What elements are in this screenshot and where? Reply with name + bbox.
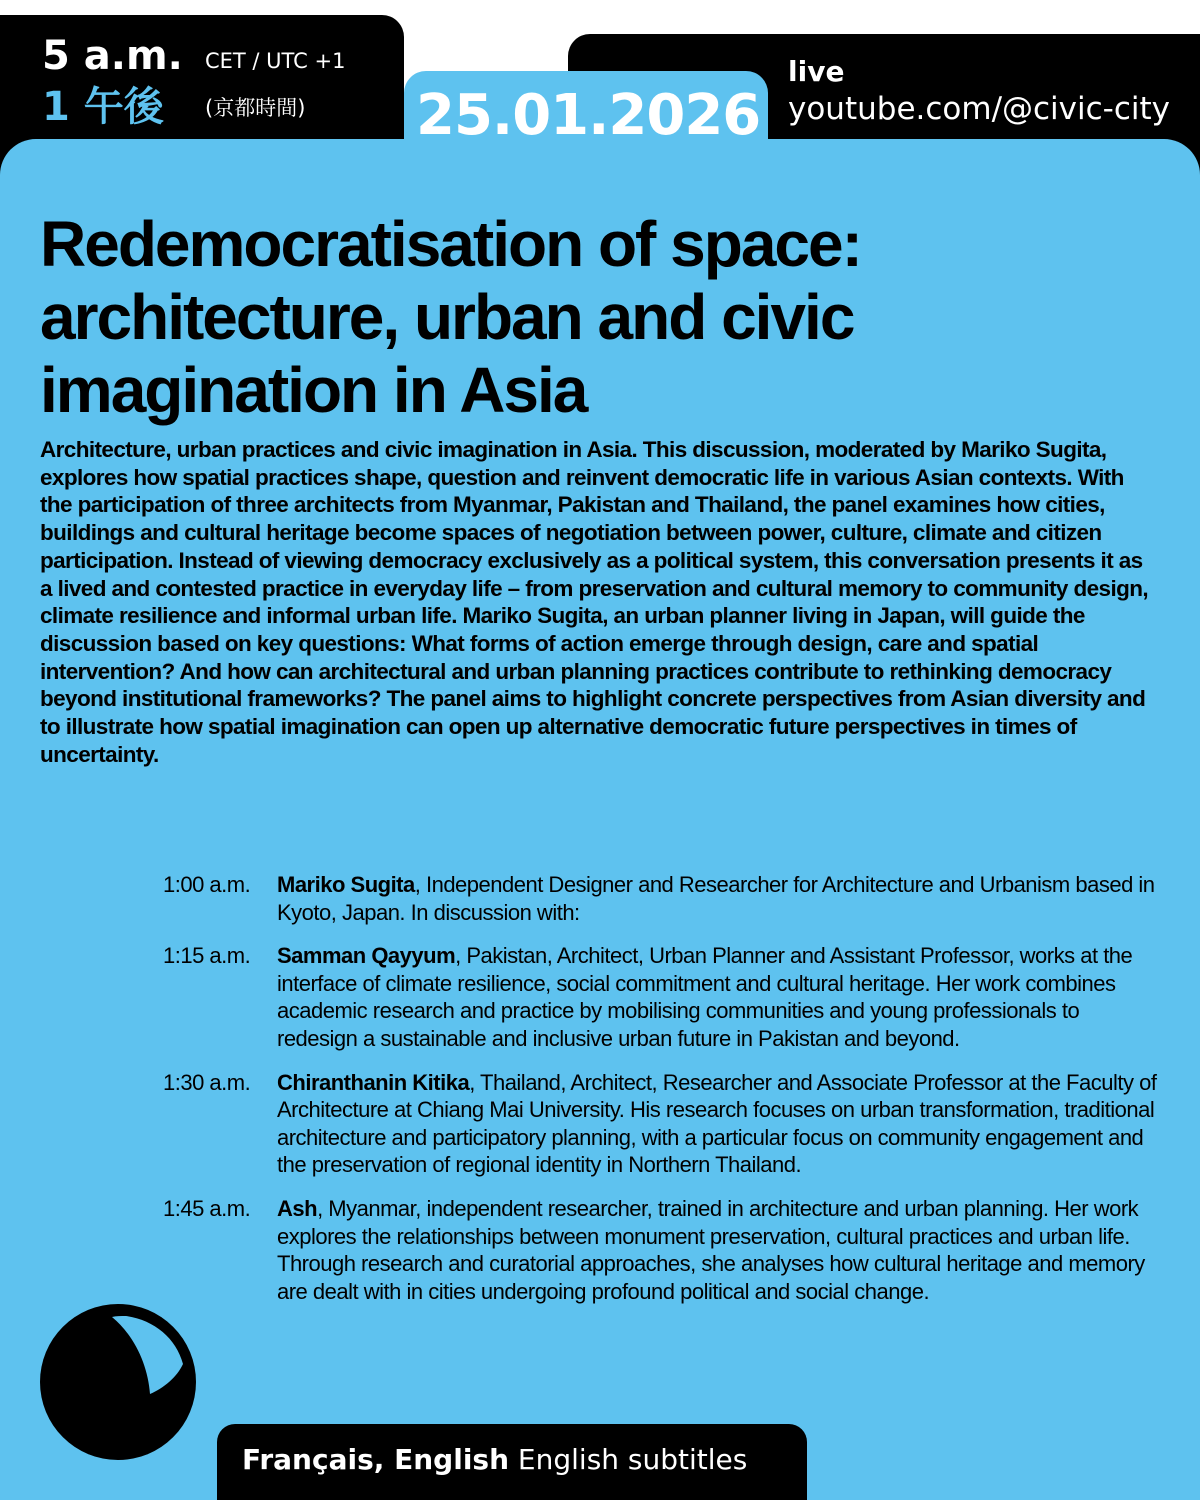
schedule-list [163,871,1163,1321]
event-timezone-cet: CET / UTC +1 [205,49,346,73]
event-time-cet: 5 a.m. [42,33,183,79]
schedule-item [163,942,1163,1052]
subtitle-languages: English subtitles [517,1443,748,1476]
event-timezone-kyoto: (京都時間) [205,96,306,120]
speaker-name: Chiranthanin Kitika [277,1069,470,1095]
schedule-time: 1:00 a.m. [163,872,251,897]
schedule-time: 1:45 a.m. [163,1195,251,1221]
speaker-name: Mariko Sugita [277,872,415,897]
event-abstract: Architecture, urban practices and civic imagination in Asia. This discussion, moderated by Mariko Sugita, explores how spatial practices shape, question and reinvent democratic life in various Asian contexts. With the participation of three architects from Myanmar, Pakistan and Thailand, the panel examines how cities, buildings and cultural heritage become spaces of negotiation between power, culture, climate and citizen participation. Instead of viewing democracy exclusively as a political system, this conversation presents it as a lived and contested practice in everyday life – from preservation and cultural memory to community design, climate resilience and informal urban life. Mariko Sugita, an urban planner living in Japan, will guide the discussion based on key questions: What forms of action emerge through design, care and spatial intervention? And how can architectural and urban planning practices contribute to rethinking democracy beyond institutional frameworks? The panel aims to highlight concrete perspectives from Asian diversity and to illustrate how spatial imagination can open up alternative democratic future perspectives in times of uncertainty. [40,437,1149,767]
schedule-time: 1:30 a.m. [163,1069,251,1095]
schedule-description [277,1195,1157,1305]
event-date: 25.01.2026 [416,83,761,148]
speaker-name: Samman Qayyum [277,943,456,969]
schedule-time: 1:15 a.m. [163,943,251,969]
livestream-link[interactable]: youtube.com/@civic-city [788,91,1171,127]
schedule-description [277,1069,1157,1179]
live-label: live [788,55,845,88]
speaker-name: Ash [277,1195,318,1221]
speaker-bio: , Independent Designer and Researcher for Architecture and Urbanism based in Kyoto, Japan. In discussion with: [277,872,1155,925]
language-info [242,1443,747,1477]
schedule-description [277,942,1157,1052]
speaker-bio: , Thailand, Architect, Researcher and Associate Professor at the Faculty of Architecture at Chiang Mai University. His research focuses on urban transformation, traditional architecture and participatory planning, with a particular focus on community engagement and the preservation of regional identity in Northern Thailand. [277,1069,1157,1178]
speaker-bio: , Myanmar, independent researcher, trained in architecture and urban planning. Her work explores the relationships between monument preservation, cultural practices and urban life. Through research and curatorial approaches, she analyses how cultural heritage and memory are dealt with in cities undergoing profound political and social change. [277,1195,1145,1304]
spoken-languages: Français, English [242,1443,510,1476]
speaker-bio: , Pakistan, Architect, Urban Planner and Assistant Professor, works at the interface of climate resilience, social commitment and cultural heritage. Her work combines academic research and practice by mobilising communities and young professionals to redesign a sustainable and inclusive urban future in Pakistan and beyond. [277,943,1133,1051]
schedule-item [163,1195,1163,1305]
moon-circle-logo-icon [40,1304,196,1460]
schedule-description [277,871,1157,926]
event-time-kyoto: 1 午後 [42,84,164,130]
schedule-item [163,1069,1163,1179]
event-title: Redemocratisation of space: architecture, urban and civic imagination in Asia [40,208,861,426]
schedule-item [163,871,1163,926]
